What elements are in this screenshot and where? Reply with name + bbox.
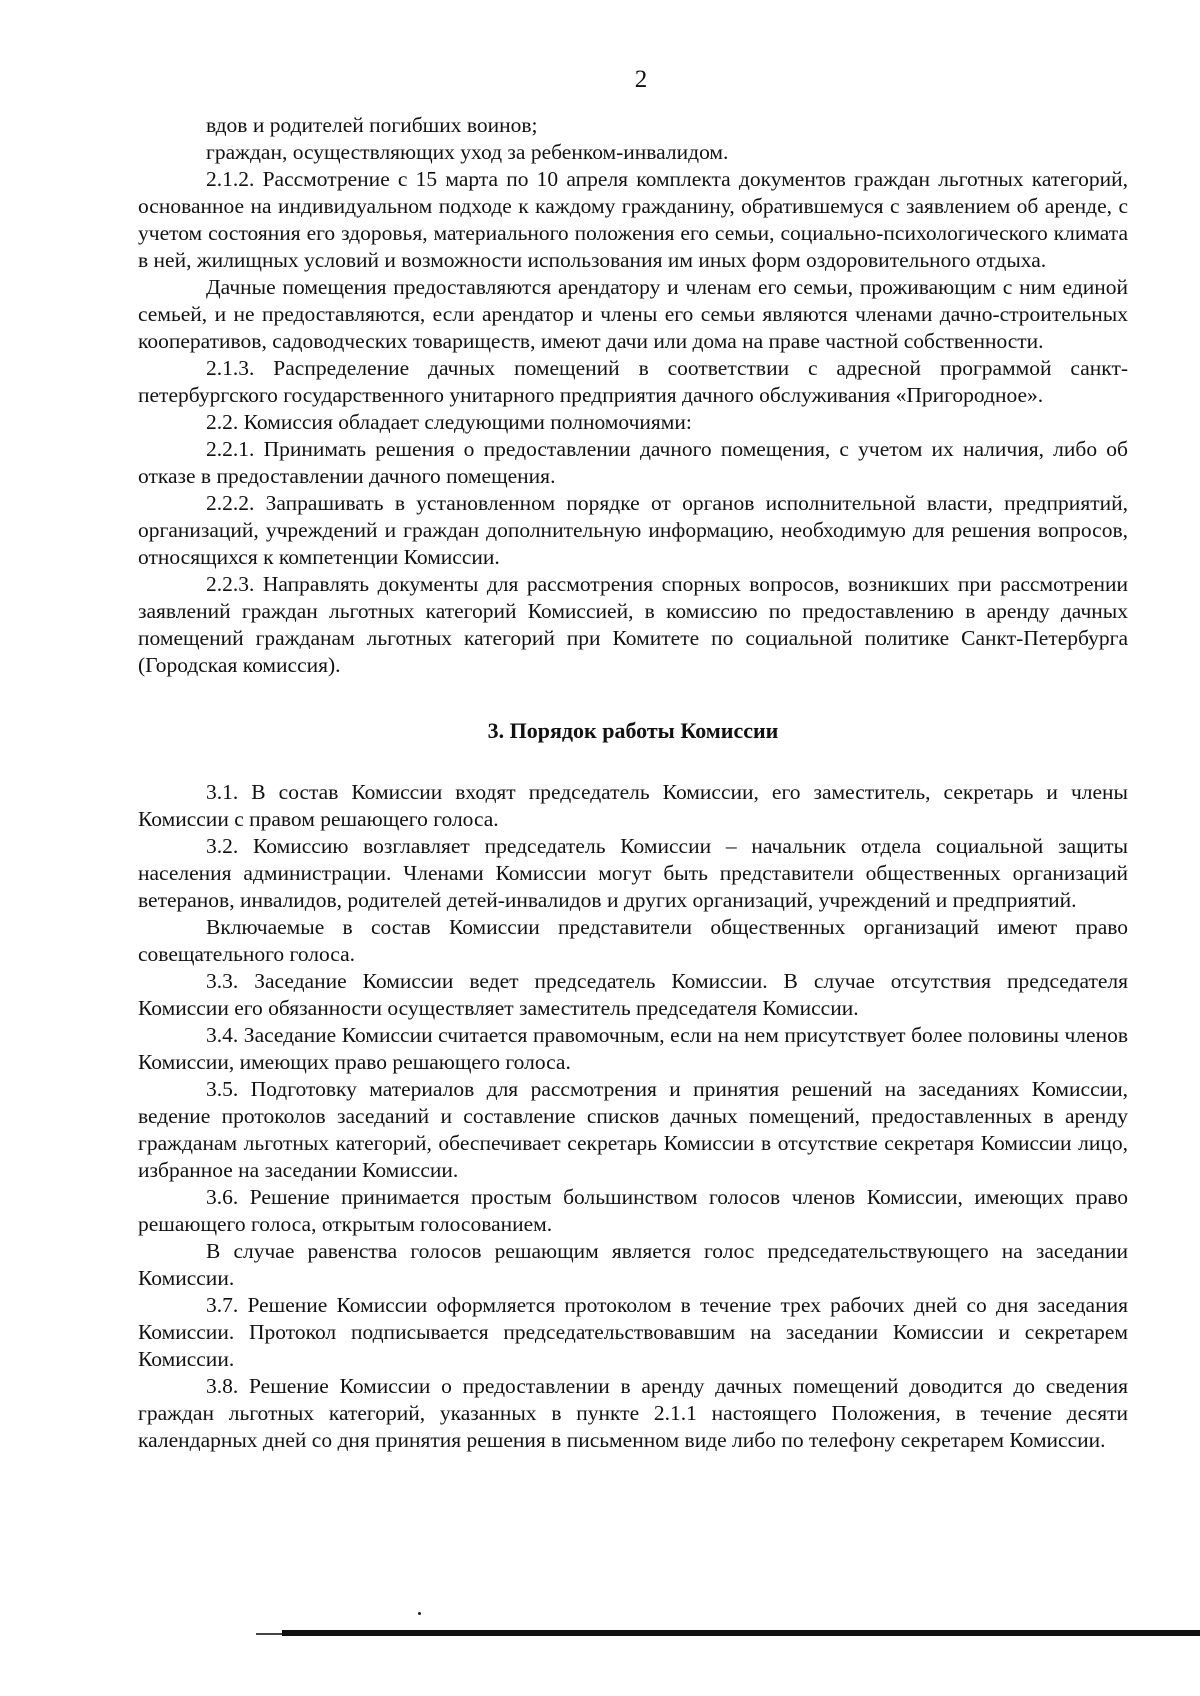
- paragraph: Включаемые в состав Комиссии представители общественных организаций имеют право совещательного голоса.: [138, 915, 1128, 966]
- scan-edge-line: [282, 1630, 1200, 1636]
- paragraph: граждан, осуществляющих уход за ребенком-инвалидом.: [206, 140, 729, 164]
- scan-speck: [418, 1612, 421, 1615]
- paragraph: 2.2. Комиссия обладает следующими полномочиями:: [206, 410, 692, 434]
- section-3: [138, 779, 1128, 1454]
- section-3-heading: 3. Порядок работы Комиссии: [487, 718, 779, 743]
- paragraph: 3.7. Решение Комиссии оформляется протоколом в течение трех рабочих дней со дня заседания Комиссии. Протокол подписывается председательствовавшим на заседании Комиссии и секретарем Комиссии.: [138, 1293, 1128, 1371]
- paragraph: 3.8. Решение Комиссии о предоставлении в аренду дачных помещений доводится до сведения граждан льготных категорий, указанных в пункте 2.1.1 настоящего Положения, в течение десяти календарных дней со дня принятия решения в письменном виде либо по телефону секретарем Комиссии.: [138, 1374, 1128, 1452]
- paragraph: 2.2.2. Запрашивать в установленном порядке от органов исполнительной власти, предприятий, организаций, учреждений и граждан дополнительную информацию, необходимую для решения вопросов, относящихся к компетенции Комиссии.: [138, 491, 1128, 569]
- paragraph: 3.2. Комиссию возглавляет председатель Комиссии – начальник отдела социальной защиты населения администрации. Членами Комиссии могут быть представители общественных организаций ветеранов, инвалидов, родителей детей-инвалидов и других организаций, учреждений и предприятий.: [138, 834, 1128, 912]
- section-2-continuation: [138, 112, 1128, 679]
- paragraph: 3.3. Заседание Комиссии ведет председатель Комиссии. В случае отсутствия председателя Комиссии его обязанности осуществляет заместитель председателя Комиссии.: [138, 969, 1128, 1020]
- paragraph: 2.2.1. Принимать решения о предоставлении дачного помещения, с учетом их наличия, либо об отказе в предоставлении дачного помещения.: [138, 437, 1128, 488]
- paragraph: 2.2.3. Направлять документы для рассмотрения спорных вопросов, возникших при рассмотрении заявлений граждан льготных категорий Комиссией, в комиссию по предоставлению в аренду дачных помещений гражданам льготных категорий при Комитете по социальной политике Санкт-Петербурга (Городская комиссия).: [138, 572, 1128, 677]
- paragraph: вдов и родителей погибших воинов;: [206, 113, 538, 137]
- document-body: [138, 112, 1128, 1454]
- paragraph: 2.1.3. Распределение дачных помещений в соответствии с адресной программой санкт-петербургского государственного унитарного предприятия дачного обслуживания «Пригородное».: [138, 356, 1128, 407]
- paragraph: 2.1.2. Рассмотрение с 15 марта по 10 апреля комплекта документов граждан льготных категорий, основанное на индивидуальном подходе к каждому гражданину, обратившемуся с заявлением об аренде, с учетом состояния его здоровья, материального положения его семьи, социально-психологического климата в ней, жилищных условий и возможности использования им иных форм оздоровительного отдыха.: [138, 167, 1128, 272]
- paragraph: В случае равенства голосов решающим является голос председательствующего на заседании Комиссии.: [138, 1239, 1128, 1290]
- paragraph: 3.1. В состав Комиссии входят председатель Комиссии, его заместитель, секретарь и члены Комиссии с правом решающего голоса.: [138, 780, 1128, 831]
- paragraph: 3.5. Подготовку материалов для рассмотрения и принятия решений на заседаниях Комиссии, ведение протоколов заседаний и составление списков дачных помещений, предоставленных в аренду гражданам льготных категорий, обеспечивает секретарь Комиссии в отсутствие секретаря Комиссии лицо, избранное на заседании Комиссии.: [138, 1077, 1128, 1182]
- page-number: 2: [634, 66, 648, 93]
- paragraph: 3.4. Заседание Комиссии считается правомочным, если на нем присутствует более половины членов Комиссии, имеющих право решающего голоса.: [138, 1023, 1128, 1074]
- paragraph: Дачные помещения предоставляются арендатору и членам его семьи, проживающим с ним единой семьей, и не предоставляются, если арендатор и члены его семьи являются членами дачно-строительных кооперативов, садоводческих товариществ, имеют дачи или дома на праве частной собственности.: [138, 275, 1128, 353]
- paragraph: 3.6. Решение принимается простым большинством голосов членов Комиссии, имеющих право решающего голоса, открытым голосованием.: [138, 1185, 1128, 1236]
